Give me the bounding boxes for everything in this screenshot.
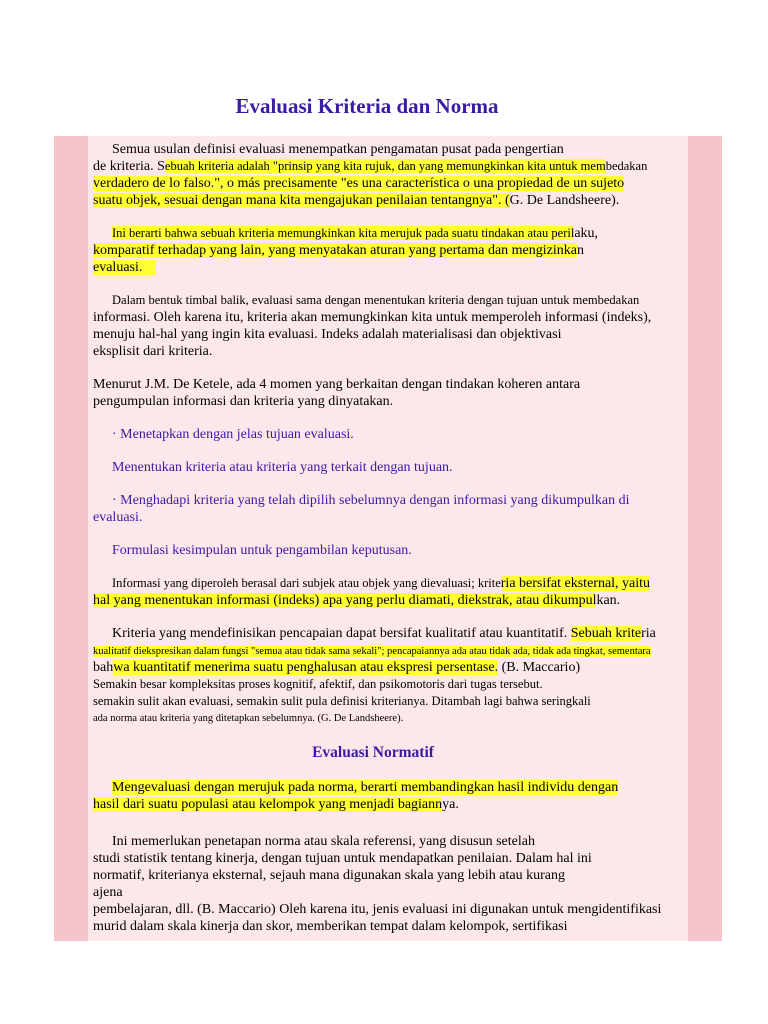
highlight: evaluasi. [93, 260, 156, 275]
text-line: Informasi yang diperoleh berasal dari subjek atau objek yang dievaluasi; kriteria bersifat eksternal, yaitu [112, 576, 651, 591]
text-line: de kriteria. Sebuah kriteria adalah "prinsip yang kita rujuk, dan yang memungkinkan kita untuk membedakan [93, 159, 648, 174]
paragraph-7 [93, 779, 733, 813]
list-item-continuation: evaluasi. [93, 510, 143, 525]
text-line [93, 779, 733, 796]
document-body [93, 141, 733, 935]
text-line: pengumpulan informasi dan kriteria yang dinyatakan. [93, 394, 394, 409]
text-line: ajena [93, 885, 123, 900]
text-line: komparatif terhadap yang lain, yang menyatakan aturan yang pertama dan mengizinkan [93, 243, 584, 258]
text-line: informasi. Oleh karena itu, kriteria akan memungkinkan kita untuk memperoleh informasi (indeks), [93, 310, 652, 325]
text-line: eksplisit dari kriteria. [93, 344, 213, 359]
highlight: wa kuantitatif menerima suatu penghalusan atau ekspresi persentase. [113, 660, 499, 675]
moments-list [93, 426, 733, 559]
list-item: · Menghadapi kriteria yang telah dipilih sebelumnya dengan informasi yang dikumpulkan di [112, 493, 630, 508]
text-line: Semua usulan definisi evaluasi menempatkan pengamatan pusat pada pengertian [112, 142, 564, 157]
text-line: Kriteria yang mendefinisikan pencapaian dapat bersifat kualitatif atau kuantitatif. Sebuah kriteria [112, 626, 656, 641]
text-line: murid dalam skala kinerja dan skor, memberikan tempat dalam kelompok, sertifikasi [93, 919, 568, 934]
page-title: Evaluasi Kriteria dan Norma [235, 94, 499, 118]
highlight: komparatif terhadap yang lain, yang menyatakan aturan yang pertama dan mengizinka [93, 243, 577, 258]
text-line [93, 175, 733, 192]
paragraph-6 [93, 625, 733, 727]
text-line: Semakin besar kompleksitas proses kognitif, afektif, dan psikomotoris dari tugas tersebut. [93, 677, 543, 691]
text-line: Ini berarti bahwa sebuah kriteria memungkinkan kita merujuk pada suatu tindakan atau perilaku, [112, 226, 599, 241]
paragraph-8 [93, 833, 733, 935]
text-line: ada norma atau kriteria yang ditetapkan sebelumnya. (G. De Landsheere). [93, 713, 404, 724]
highlight: Mengevaluasi dengan merujuk pada norma, berarti membandingkan hasil individu dengan [112, 780, 619, 795]
text-line: menuju hal-hal yang ingin kita evaluasi. Indeks adalah materialisasi dan objektivasi [93, 327, 562, 342]
paragraph-2 [93, 225, 733, 276]
list-item: Formulasi kesimpulan untuk pengambilan keputusan. [112, 543, 412, 558]
text-line: Ini memerlukan penetapan norma atau skala referensi, yang disusun setelah [112, 834, 535, 849]
highlight: verdadero de lo falso.", o más precisamente "es una característica o una propiedad de un sujeto [93, 176, 625, 191]
highlight: ria bersifat eksternal, yaitu [500, 576, 651, 591]
text-line: Menurut J.M. De Ketele, ada 4 momen yang berkaitan dengan tindakan koheren antara [93, 377, 581, 392]
text-line: suatu objek, sesuai dengan mana kita mengajukan penilaian tentangnya". (G. De Landsheere). [93, 193, 620, 208]
highlight: kualitatif diekspresikan dalam fungsi "semua atau tidak sama sekali"; pencapaiannya ada atau tidak ada, tidak ada tingkat, sementara [93, 646, 651, 657]
list-item: · Menetapkan dengan jelas tujuan evaluasi. [112, 427, 354, 442]
highlight: Sebuah krite [570, 626, 642, 641]
paragraph-1 [93, 141, 733, 209]
list-item: Menentukan kriteria atau kriteria yang terkait dengan tujuan. [112, 460, 453, 475]
text-line [93, 259, 733, 276]
text-line: hal yang menentukan informasi (indeks) apa yang perlu diamati, diekstrak, atau dikumpulkan. [93, 593, 621, 608]
section-heading: Evaluasi Normatif [312, 744, 434, 761]
highlight: ebuah kriteria adalah "prinsip yang kita rujuk, dan yang memungkinkan kita untuk mem [164, 159, 606, 173]
text-line [93, 642, 733, 659]
text-line: Dalam bentuk timbal balik, evaluasi sama dengan menentukan kriteria dengan tujuan untuk membedakan [112, 293, 640, 307]
text-line: bahwa kuantitatif menerima suatu penghalusan atau ekspresi persentase. (B. Maccario) [93, 660, 581, 675]
highlight: Ini berarti bahwa sebuah kriteria memungkinkan kita merujuk pada suatu tindakan atau peril [112, 226, 575, 240]
paragraph-4 [93, 376, 733, 410]
text-line: studi statistik tentang kinerja, dengan tujuan untuk mendapatkan penilaian. Dalam hal ini [93, 851, 592, 866]
text-line: semakin sulit akan evaluasi, semakin sulit pula definisi kriterianya. Ditambah lagi bahwa seringkali [93, 694, 591, 708]
text-line: normatif, kriterianya eksternal, sejauh mana digunakan skala yang lebih atau kurang [93, 868, 565, 883]
text-line: hasil dari suatu populasi atau kelompok yang menjadi bagiannya. [93, 797, 459, 812]
highlight: hal yang menentukan informasi (indeks) apa yang perlu diamati, diekstrak, atau dikumpul [93, 593, 597, 608]
paragraph-3 [93, 292, 733, 360]
text-line: pembelajaran, dll. (B. Maccario) Oleh karena itu, jenis evaluasi ini digunakan untuk mengidentifikasi [93, 902, 662, 917]
paragraph-5 [93, 575, 733, 609]
highlight: suatu objek, sesuai dengan mana kita mengajukan penilaian tentangnya". ( [93, 193, 510, 208]
highlight: hasil dari suatu populasi atau kelompok yang menjadi bagiann [93, 797, 443, 812]
